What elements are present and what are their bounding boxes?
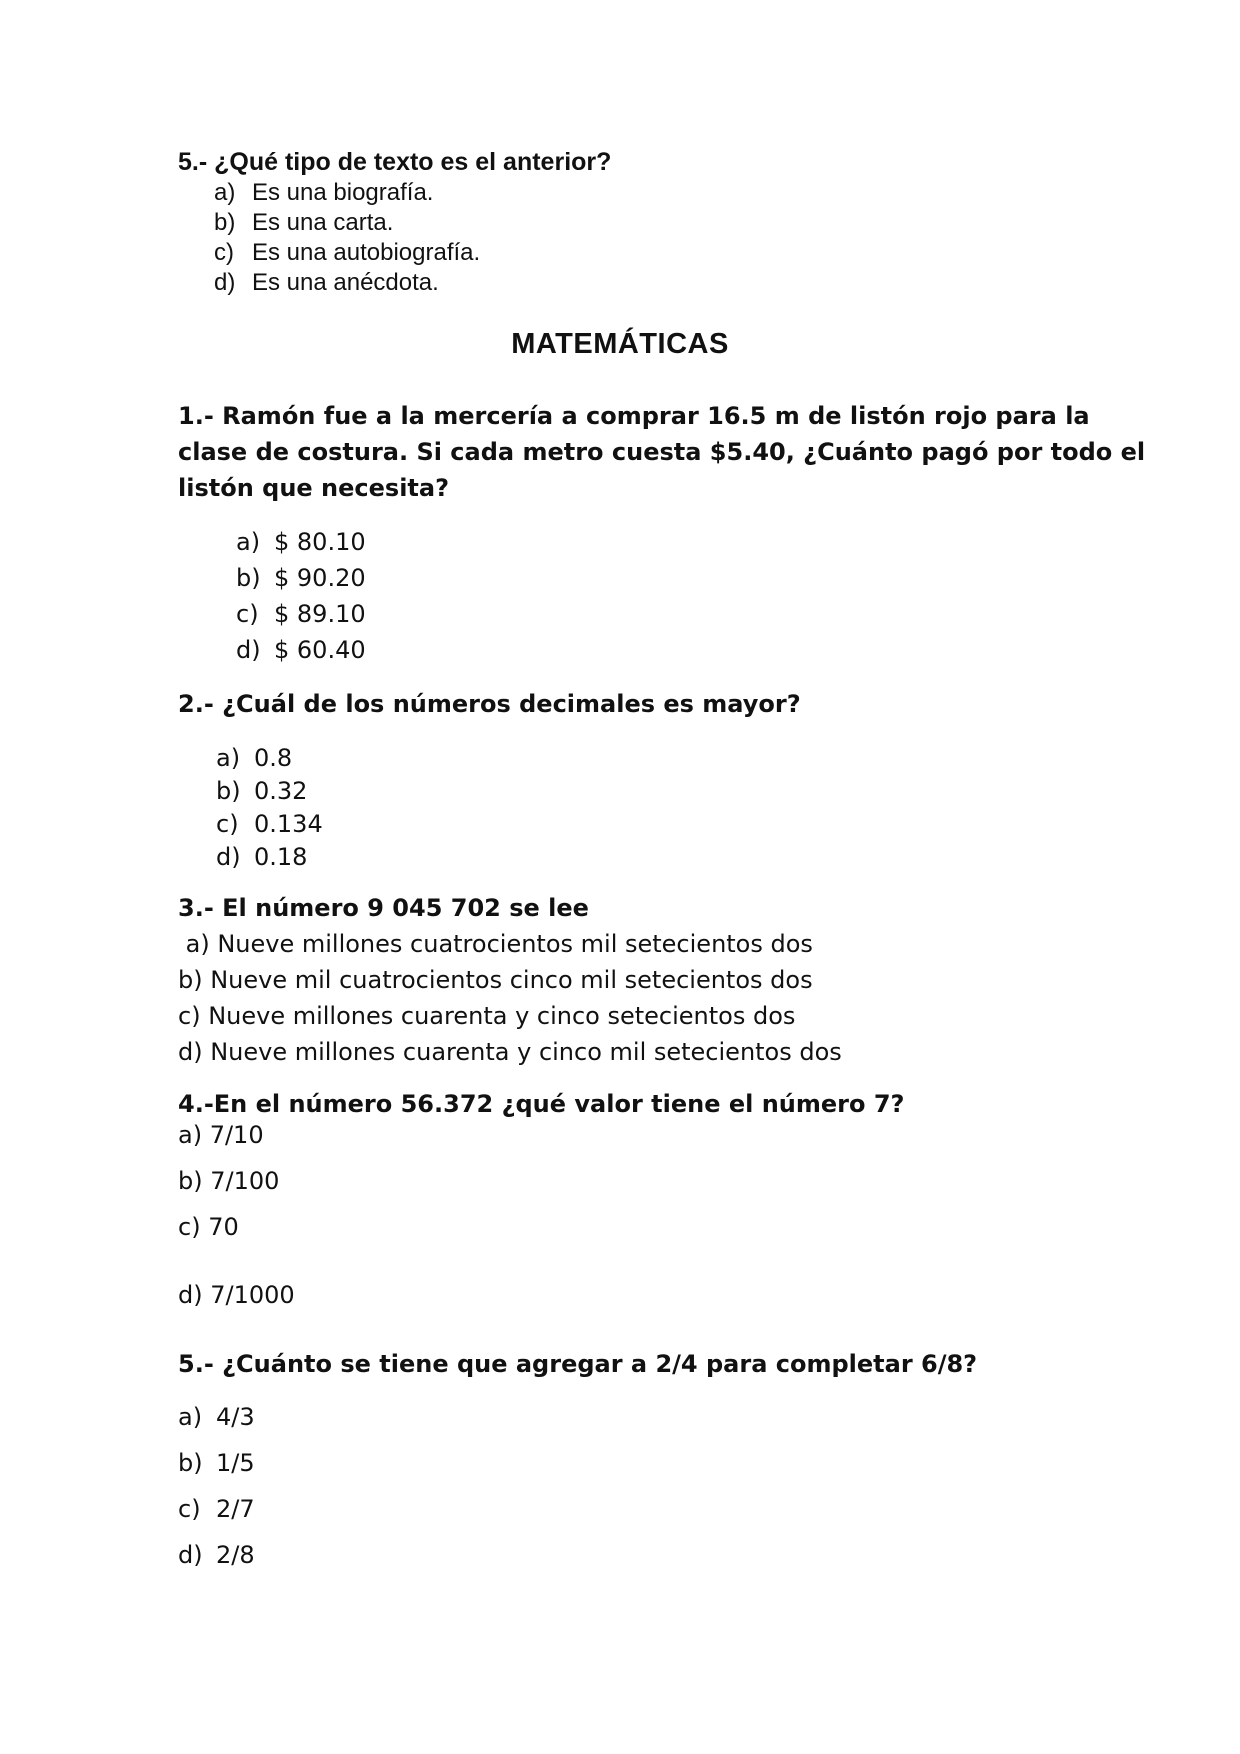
option-d: d) 2/8: [178, 1541, 255, 1569]
math-question-2: [178, 686, 801, 874]
option-b: b) Es una carta.: [214, 209, 394, 236]
option-a: a) 0.8: [216, 744, 293, 772]
math-question-3: [178, 890, 842, 1070]
option-a: a) 7/10: [178, 1121, 264, 1149]
option-b: b) 1/5: [178, 1449, 255, 1477]
option-a: a) $ 80.10: [236, 528, 366, 556]
options-list: [178, 1402, 977, 1570]
option-a: a) 4/3: [178, 1403, 255, 1431]
option-d: d) Nueve millones cuarenta y cinco mil setecientos dos: [178, 1038, 842, 1066]
question-text: 5.- ¿Qué tipo de texto es el anterior?: [178, 148, 612, 176]
question-text: 4.-En el número 56.372 ¿qué valor tiene el número 7?: [178, 1090, 905, 1118]
option-c: c) 0.134: [216, 810, 323, 838]
option-c: c) $ 89.10: [236, 600, 366, 628]
section-title: MATEMÁTICAS: [511, 328, 729, 360]
options-list: [214, 178, 611, 298]
lectura-question-5: [178, 146, 611, 298]
options-list: [236, 524, 1145, 668]
option-d: d) 7/1000: [178, 1281, 295, 1309]
option-b: b) 7/100: [178, 1167, 280, 1195]
option-d: d) Es una anécdota.: [214, 269, 439, 296]
option-d: d) 0.18: [216, 843, 308, 871]
option-c: c) 2/7: [178, 1495, 255, 1523]
question-text: 3.- El número 9 045 702 se lee: [178, 894, 589, 922]
option-a: a) Nueve millones cuatrocientos mil setecientos dos: [178, 930, 813, 958]
option-b: b) Nueve mil cuatrocientos cinco mil setecientos dos: [178, 966, 813, 994]
option-c: c) Es una autobiografía.: [214, 239, 481, 266]
question-text: 5.- ¿Cuánto se tiene que agregar a 2/4 para completar 6/8?: [178, 1350, 978, 1378]
option-b: b) $ 90.20: [236, 564, 366, 592]
option-b: b) 0.32: [216, 777, 308, 805]
question-text: 2.- ¿Cuál de los números decimales es mayor?: [178, 690, 801, 718]
question-line: clase de costura. Si cada metro cuesta $5.40, ¿Cuánto pagó por todo el: [178, 438, 1146, 466]
options-list: [216, 742, 801, 874]
option-c: c) Nueve millones cuarenta y cinco setecientos dos: [178, 1002, 796, 1030]
option-d: d) $ 60.40: [236, 636, 366, 664]
math-question-4: [178, 1088, 904, 1310]
option-a: a) Es una biografía.: [214, 179, 434, 206]
question-line: listón que necesita?: [178, 474, 450, 502]
math-question-5: [178, 1346, 977, 1570]
option-c: c) 70: [178, 1213, 239, 1241]
math-question-1: [178, 398, 1145, 668]
question-line: 1.- Ramón fue a la mercería a comprar 16.5 m de listón rojo para la: [178, 402, 1090, 430]
